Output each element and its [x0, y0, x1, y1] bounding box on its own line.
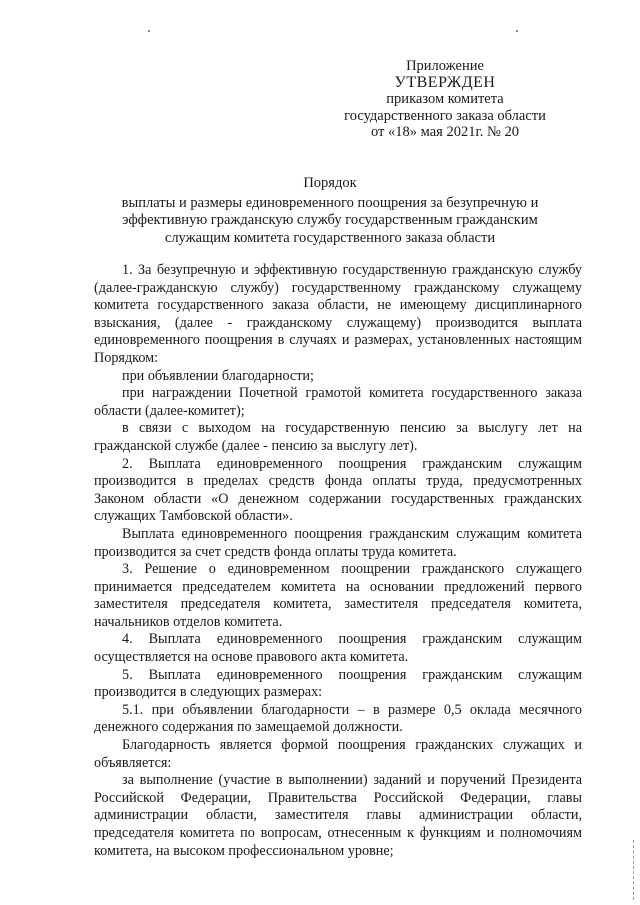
- approval-line-3: от «18» мая 2021г. № 20: [371, 124, 519, 141]
- paragraph: в связи с выходом на государственную пенсию за выслугу лет на гражданской службе (далее - пенсию за выслугу лет).: [94, 420, 582, 454]
- paragraph: 1. За безупречную и эффективную государственную гражданскую службу (далее-гражданскую службу) государственному гражданскому служащему комитета государственного заказа области, не имеющему дисциплинарного взыскания, (далее - гражданскому служащему) производится выплата единовременного поощрения в случаях и размерах, установленных настоящим Порядком:: [94, 262, 582, 366]
- paragraph: 5. Выплата единовременного поощрения гражданским служащим производится в следующих размерах:: [94, 666, 582, 701]
- approval-line-1: приказом комитета: [386, 91, 504, 108]
- paragraph: при объявлении благодарности;: [122, 367, 314, 384]
- paragraph: при награждении Почетной грамотой комитета государственного заказа области (далее-комитет);: [94, 385, 582, 419]
- paragraph: 3. Решение о единовременном поощрении гражданского служащего принимается председателем комитета на основании предложений первого заместителя председателя комитета, заместителя председателя комитета, начальников отделов комитета.: [94, 561, 582, 630]
- paragraph: 5.1. при объявлении благодарности – в размере 0,5 оклада месячного денежного содержания по замещаемой должности.: [94, 701, 582, 736]
- paragraph: 2. Выплата единовременного поощрения гражданским служащим производится в пределах средств фонда оплаты труда, предусмотренных Законом области «О денежном содержании государственных гражданских служащих Тамбовской области».: [94, 455, 582, 525]
- title-line-1: выплаты и размеры единовременного поощрения за безупречную и: [121, 194, 539, 211]
- scan-edge-mark: [633, 840, 636, 900]
- approval-line-2: государственного заказа области: [344, 107, 546, 124]
- scan-speck: [148, 30, 150, 32]
- document-body: [94, 262, 582, 860]
- paragraph: за выполнение (участие в выполнении) заданий и поручений Президента Российской Федерации, Правительства Российской Федерации, главы администрации области, заместителя главы администрации области, председателя комитета по вопросам, отнесенным к функциям и полномочиям комитета, на высоком профессиональном уровне;: [94, 772, 582, 859]
- approved-label: УТВЕРЖДЕН: [394, 73, 496, 91]
- annex-label: Приложение: [406, 58, 484, 74]
- paragraph: Выплата единовременного поощрения гражданским служащим комитета производится за счет средств фонда оплаты труда комитета.: [94, 525, 582, 560]
- title-line-2: эффективную гражданскую службу государственным гражданским: [122, 212, 538, 228]
- approval-stamp-block: [320, 58, 570, 141]
- paragraph: Благодарность является формой поощрения гражданских служащих и объявляется:: [94, 737, 582, 771]
- scan-speck: [516, 30, 518, 32]
- document-title: [80, 175, 580, 247]
- title-line-3: служащим комитета государственного заказа области: [164, 229, 496, 246]
- title-word: Порядок: [303, 175, 357, 191]
- paragraph: 4. Выплата единовременного поощрения гражданским служащим осуществляется на основе правового акта комитета.: [94, 631, 582, 666]
